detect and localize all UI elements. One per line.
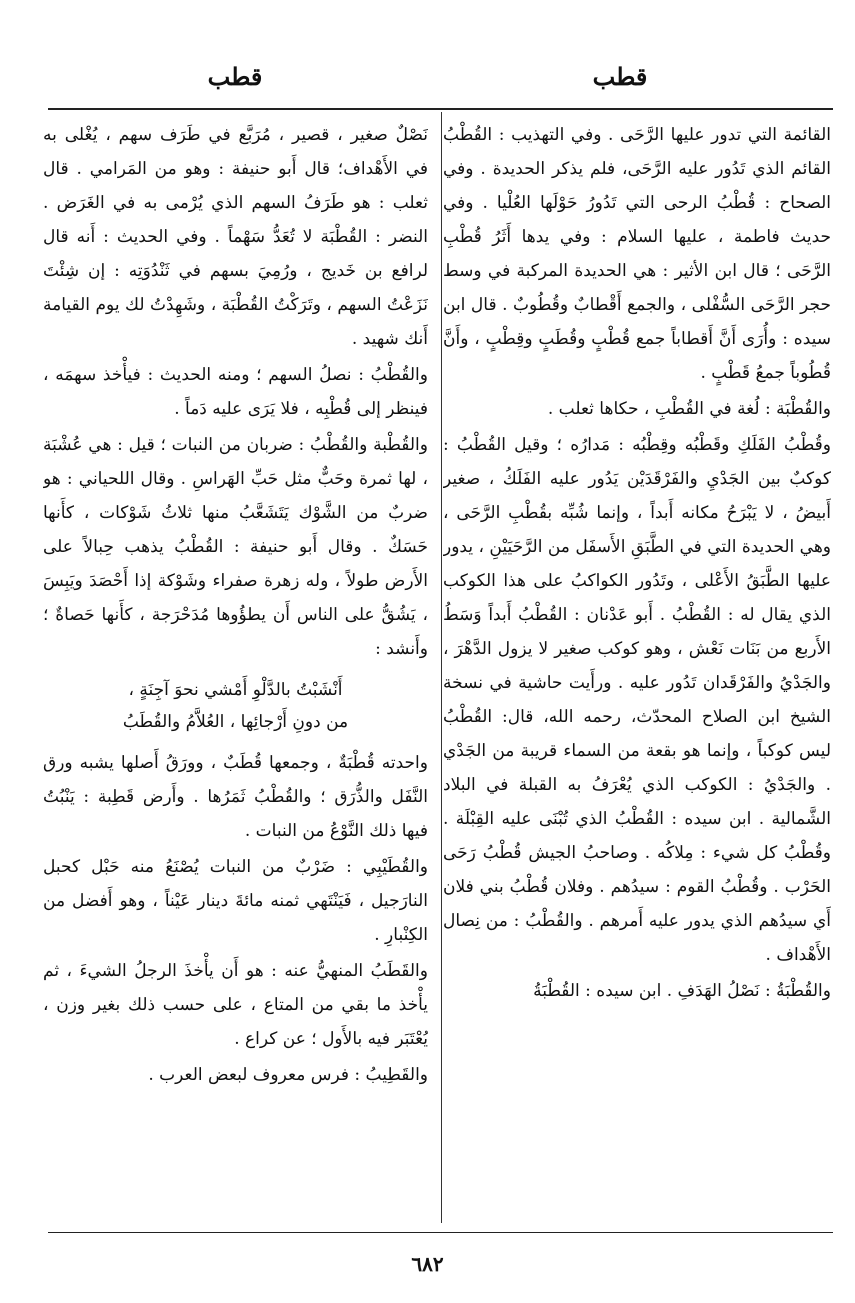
entry-paragraph: وقُطْبُ الفَلَكِ وقَطْبُه وقِطْبُه : مَدارُه ؛ وقيل القُطْبُ : كوكبٌ بين الجَدْيِ والفَرْقَدَيْن يَدُور عليه الفَلَكُ ، صغير أَبيضُ ، لا يَبْرَحُ مكانه أَبداً ، وإنما شُبِّه بقُطْبِ الرَّحَى ، وهي الحديدة التي في الطَّبَقِ الأَسفَل من الرَّحَيَيْنِ ، يدور عليها الطَّبَقُ الأَعْلى ، وتَدُور الكواكبُ على هذا الكوكب الذي يقال له : القُطْبُ . أَبو عَدْنان : القُطْبُ أَبداً وَسَطُ الأَربع من بَنَات نَعْش ، وهو كوكب صغير لا يزول الدَّهْرَ ، والجَدْيُ والفَرْقَدان تَدُور عليه . ورأَيت حاشية في نسخة الشيخ ابن الصلاح المحدّث، رحمه الله، قال: القُطْبُ ليس كوكباً ، وإنما هو بقعة من السماء قريبة من الجَدْي . والجَدْيُ : الكوكب الذي يُعْرَفُ به القبلة في البلاد الشَّمالية . ابن سيده : القُطْبُ الذي تُبْنَى عليه القِبْلَة . وقُطْبُ كل شيء : مِلاكُه . وصاحبُ الجيش قُطْبُ رَحَى الحَرْب . وقُطْبُ القوم : سيدُهم . وفلان قُطْبُ بني فلان أَي سيدُهم الذي يدور عليه أَمرهم . والقُطْبُ : من نِصال الأَهْداف . (443, 435, 831, 965)
entry-paragraph: نَصْلٌ صغير ، قصير ، مُرَبَّع في طَرَف سهم ، يُغْلى به في الأَهْداف؛ قال أَبو حنيفة : وهو من المَرامي . قال ثعلب : هو طَرَفُ السهم الذي يُرْمى به في الغَرَض . النضر : القُطْبَة لا تُعَدُّ سَهْماً . وفي الحديث : أَنه قال لرافع بن خَديج ، ورُمِيَ بسهم في ثَنْدُوَتِه : إن شِئْتَ نَزَعْتُ السهم ، وتَرَكْتُ القُطْبَة ، وشَهِدْتُ لك يوم القيامة أَنك شهيد . (43, 125, 428, 349)
right-headword: قطب (592, 62, 648, 91)
entry-paragraph: القائمة التي تدور عليها الرَّحَى . وفي التهذيب : القُطْبُ القائم الذي تَدُور عليه الرَّحَى، فلم يذكر الحديدة . وفي الصحاح : قُطْبُ الرحى التي تَدُورُ حَوْلَها العُلْيا . وفي حديث فاطمة ، عليها السلام : وفي يدها أَثَرُ قُطْبِ الرَّحَى ؛ قال ابن الأثير : هي الحديدة المركبة في وسط حجر الرَّحَى السُّفْلى ، والجمع أَقْطابٌ وقُطُوبٌ . قال ابن سيده : وأُرَى أَنَّ أَقطاباً جمع قُطْبٍ وقُطَبٍ وقِطْبٍ ، وأَنَّ قُطُوباً جمعُ قَطْبٍ . (443, 125, 831, 383)
entry-paragraph: والقُطْبة والقُطْبُ : ضربان من النبات ؛ قيل : هي عُشْبَة ، لها ثمرة وحَبٌّ مثل حَبِّ الهَراسِ . وقال اللحياني : هو ضربٌ من الشَّوْك يَتَشَعَّبُ منها ثلاثُ شَوْكات ، كأَنها حَسَكٌ . وقال أَبو حنيفة : القُطْبُ يذهب حِبالاً على الأَرض طولاً ، وله زهرة صفراء وشَوْكة إذا أَحْصَدَ ويَبِسَ ، يَشُقُّ على الناس أَن يطؤُوها مُدَحْرَجة ، كأَنها حَصاةٌ ؛ وأَنشد : (43, 435, 428, 659)
verse-line: من دونِ أَرْجائِها ، العُلاَّمُ والقُطَبُ (122, 712, 349, 732)
verse-quote (43, 674, 428, 738)
page-number: ٦٨٢ (411, 1252, 444, 1276)
top-rule (48, 108, 833, 110)
bottom-rule (48, 1232, 833, 1233)
entry-paragraph: والقَطِيبُ : فرس معروف لبعض العرب . (148, 1065, 428, 1085)
entry-paragraph: والقُطْبُ : نصلُ السهم ؛ ومنه الحديث : فيأْخذ سهمَه ، فينظر إلى قُطْبِه ، فلا يَرَى عليه دَماً . (43, 365, 428, 419)
verse-line: أَنْشَبْتُ بالدَّلْوِ أَمْشي نحوَ آجِنَةٍ ، (128, 680, 343, 700)
entry-paragraph: والقُطَيْبِي : ضَرْبٌ من النبات يُصْنَعُ منه حَبْل كحبل النارَجيل ، فَيَنْتَهي ثمنه مائةَ دينار عَيْناً ، وهو أَفضل من الكِنْبارِ . (43, 857, 428, 945)
left-column (43, 118, 428, 1226)
entry-paragraph: واحدته قُطْبَةٌ ، وجمعها قُطَبٌ ، وورَقُ أَصلها يشبه ورق النَّفَل والذُّرَق ؛ والقُطْبُ ثَمَرُها . وأَرض قَطِبة : يَنْبُتُ فيها ذلك النَّوْعُ من النبات . (43, 753, 428, 841)
entry-paragraph: والقُطْبَةُ : نَصْلُ الهَدَفِ . ابن سيده : القُطْبَةُ (533, 981, 831, 1001)
entry-paragraph: والقَطَبُ المنهيُّ عنه : هو أَن يأْخذَ الرجلُ الشيءَ ، ثم يأْخذ ما بقي من المتاع ، على حسب ذلك بغير وزن ، يُعْتَبَر فيه بالأَول ؛ عن كراع . (43, 961, 428, 1049)
column-divider (441, 112, 442, 1223)
entry-paragraph: والقُطْبَة : لُغة في القُطْبِ ، حكاها ثعلب . (547, 399, 831, 419)
left-headword: قطب (207, 62, 263, 91)
right-column (443, 118, 831, 1226)
